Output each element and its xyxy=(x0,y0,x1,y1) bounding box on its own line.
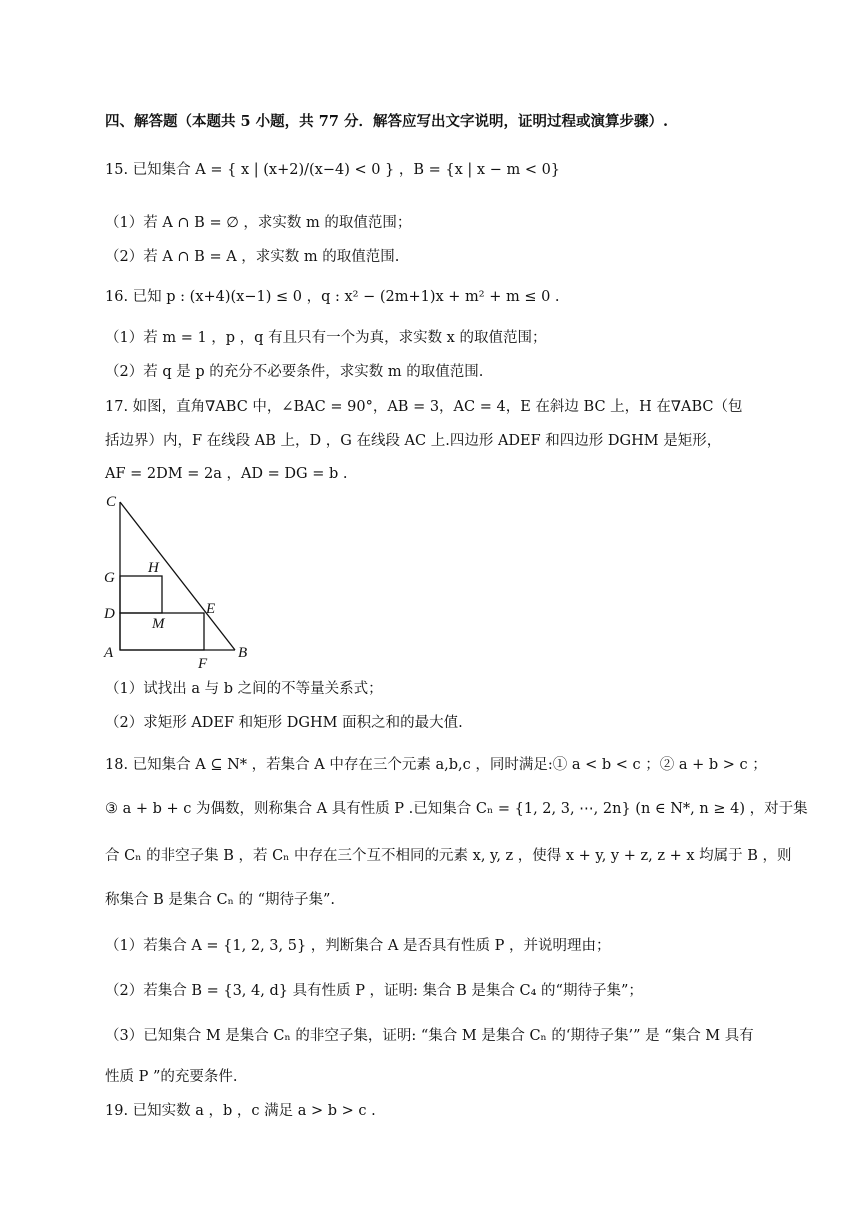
q19-stem: 19. 已知实数 a ，b ，c 满足 a > b > c . xyxy=(105,1103,376,1119)
q17-stem-line3: AF = 2DM = 2a ，AD = DG = b . xyxy=(105,466,348,482)
label-g: G xyxy=(104,570,115,586)
label-f: F xyxy=(198,656,208,670)
q18-stem-line3: 合 Cₙ 的非空子集 B ，若 Cₙ 中存在三个互不相同的元素 x, y, z ，使得 x + y, y + z, z + x 均属于 B ，则 xyxy=(105,848,792,864)
q18-part3-line2: 性质 P ”的充要条件. xyxy=(105,1069,238,1085)
q15-part2: （2）若 A ∩ B = A ，求实数 m 的取值范围. xyxy=(105,249,400,265)
q18-stem-line2: ③ a + b + c 为偶数，则称集合 A 具有性质 P .已知集合 Cₙ = {1, 2, 3, ⋯, 2n} (n ∈ N*, n ≥ 4) ，对于集 xyxy=(105,801,808,817)
label-d: D xyxy=(104,606,115,622)
q16-part1: （1）若 m = 1 ，p ，q 有且只有一个为真，求实数 x 的取值范围； xyxy=(105,330,547,346)
q15-stem: 15. 已知集合 A = { x | (x+2)/(x−4) < 0 } ，B = {x | x − m < 0} xyxy=(105,162,561,178)
q17-stem-line2: 括边界）内，F 在线段 AB 上，D ，G 在线段 AC 上.四边形 ADEF 和四边形 DGHM 是矩形， xyxy=(105,433,722,449)
triangle-figure xyxy=(100,490,260,670)
q18-part1: （1）若集合 A = {1, 2, 3, 5} ，判断集合 A 是否具有性质 P ，并说明理由； xyxy=(105,938,611,954)
rect-dghm xyxy=(120,576,162,613)
q15-part1: （1）若 A ∩ B = ∅ ，求实数 m 的取值范围； xyxy=(105,215,412,231)
label-a: A xyxy=(104,645,114,661)
section-title: 四、解答题（本题共 5 小题，共 77 分．解答应写出文字说明，证明过程或演算步骤）. xyxy=(105,113,669,130)
q18-part2: （2）若集合 B = {3, 4, d} 具有性质 P ，证明: 集合 B 是集合 C₄ 的“期待子集”； xyxy=(105,983,643,999)
q17-part2: （2）求矩形 ADEF 和矩形 DGHM 面积之和的最大值. xyxy=(105,715,463,731)
label-c: C xyxy=(106,494,117,510)
label-h: H xyxy=(148,560,159,576)
q17-part1: （1）试找出 a 与 b 之间的不等量关系式； xyxy=(105,681,383,697)
q18-part3-line1: （3）已知集合 M 是集合 Cₙ 的非空子集，证明: “集合 M 是集合 Cₙ 的‘期待子集’” 是 “集合 M 具有 xyxy=(105,1028,754,1044)
q18-stem-line1: 18. 已知集合 A ⊆ N* ，若集合 A 中存在三个元素 a,b,c ，同时满足:① a < b < c ；② a + b > c ； xyxy=(105,757,767,773)
q17-stem-line1: 17. 如图，直角∇ABC 中，∠BAC = 90°，AB = 3，AC = 4，E 在斜边 BC 上，H 在∇ABC（包 xyxy=(105,399,743,415)
q16-part2: （2）若 q 是 p 的充分不必要条件，求实数 m 的取值范围. xyxy=(105,364,484,380)
label-e: E xyxy=(206,601,216,617)
label-b: B xyxy=(238,645,248,661)
q18-stem-line4: 称集合 B 是集合 Cₙ 的 “期待子集”. xyxy=(105,892,336,908)
q16-stem: 16. 已知 p : (x+4)(x−1) ≤ 0 ，q : x² − (2m+1)x + m² + m ≤ 0 . xyxy=(105,289,560,305)
label-m: M xyxy=(152,616,165,632)
